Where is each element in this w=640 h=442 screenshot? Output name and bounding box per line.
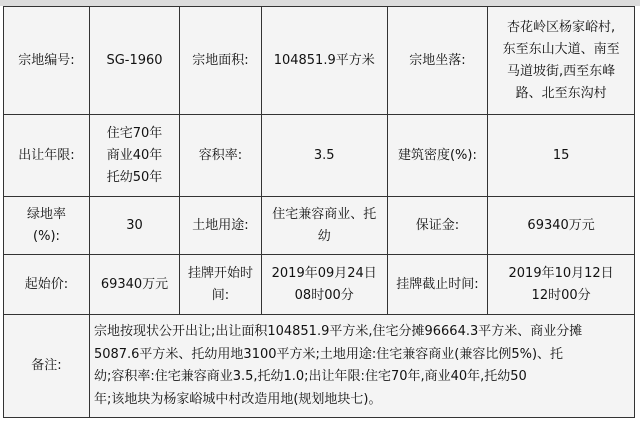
- deposit-value: 69340万元: [488, 197, 635, 255]
- deposit-label: 保证金:: [387, 197, 488, 255]
- remarks-line: 宗地按现状公开出让;出让面积104851.9平方米,住宅分摊96664.3平方米、商业分摊: [93, 324, 583, 339]
- table-row: [4, 115, 635, 197]
- table-row: [4, 255, 635, 315]
- location-line: 杏花岭区杨家峪村,: [507, 19, 616, 35]
- land-info-table: [3, 6, 635, 418]
- lease-term-line: 托幼50年: [106, 169, 163, 185]
- location-line: 东至东山大道、南至: [502, 41, 620, 57]
- listing-end-label: 挂牌截止时间:: [387, 255, 488, 315]
- building-density-label: 建筑密度(%):: [387, 115, 488, 197]
- listing-end-line: 12时00分: [531, 287, 591, 303]
- green-ratio-label: [4, 197, 90, 255]
- remarks-text: [89, 315, 634, 418]
- green-ratio-label-line: 绿地率: [26, 206, 66, 222]
- lease-term-line: 商业40年: [106, 147, 163, 163]
- starting-price-value: 69340万元: [89, 255, 179, 315]
- building-density-value: 15: [488, 115, 635, 197]
- listing-start-line: 2019年09月24日: [271, 265, 377, 281]
- land-use-line: 住宅兼容商业、托: [272, 206, 377, 222]
- remarks-line: 幼;容积率:住宅兼容商业3.5,托幼1.0;出让年限:住宅70年,商业40年,托幼50: [93, 369, 527, 384]
- listing-start-value: [261, 255, 387, 315]
- plot-ratio-label: 容积率:: [180, 115, 262, 197]
- parcel-number-label: 宗地编号:: [4, 7, 90, 115]
- listing-start-line: 08时00分: [294, 287, 354, 303]
- lease-term-line: 住宅70年: [106, 125, 163, 141]
- starting-price-label: 起始价:: [4, 255, 90, 315]
- remarks-line: 5087.6平方米、托幼用地3100平方米;土地用途:住宅兼容商业(兼容比例5%)、托: [93, 346, 564, 362]
- location-line: 路、北至东沟村: [515, 85, 607, 101]
- plot-ratio-value: 3.5: [261, 115, 387, 197]
- green-ratio-label-line: (%):: [33, 228, 60, 244]
- lease-term-value: [89, 115, 179, 197]
- table-row: [4, 197, 635, 255]
- table-row: [4, 315, 635, 418]
- listing-end-value: [488, 255, 635, 315]
- listing-start-label: [180, 255, 262, 315]
- remarks-label: 备注:: [4, 315, 90, 418]
- parcel-area-label: 宗地面积:: [180, 7, 262, 115]
- parcel-area-value: 104851.9平方米: [261, 7, 387, 115]
- lease-term-label: 出让年限:: [4, 115, 90, 197]
- parcel-location-value: [488, 7, 635, 115]
- location-line: 马道坡街,西至东峰: [507, 63, 616, 79]
- table-row: [4, 7, 635, 115]
- listing-end-line: 2019年10月12日: [508, 265, 614, 281]
- land-use-label: 土地用途:: [180, 197, 262, 255]
- remarks-line: 年;该地块为杨家峪城中村改造用地(规划地块七)。: [93, 391, 382, 407]
- parcel-location-label: 宗地坐落:: [387, 7, 488, 115]
- listing-start-label-line: 间:: [211, 287, 230, 303]
- listing-start-label-line: 挂牌开始时: [187, 265, 253, 281]
- green-ratio-value: 30: [89, 197, 179, 255]
- land-use-value: [261, 197, 387, 255]
- land-use-line: 幼: [317, 228, 331, 244]
- parcel-number-value: SG-1960: [89, 7, 179, 115]
